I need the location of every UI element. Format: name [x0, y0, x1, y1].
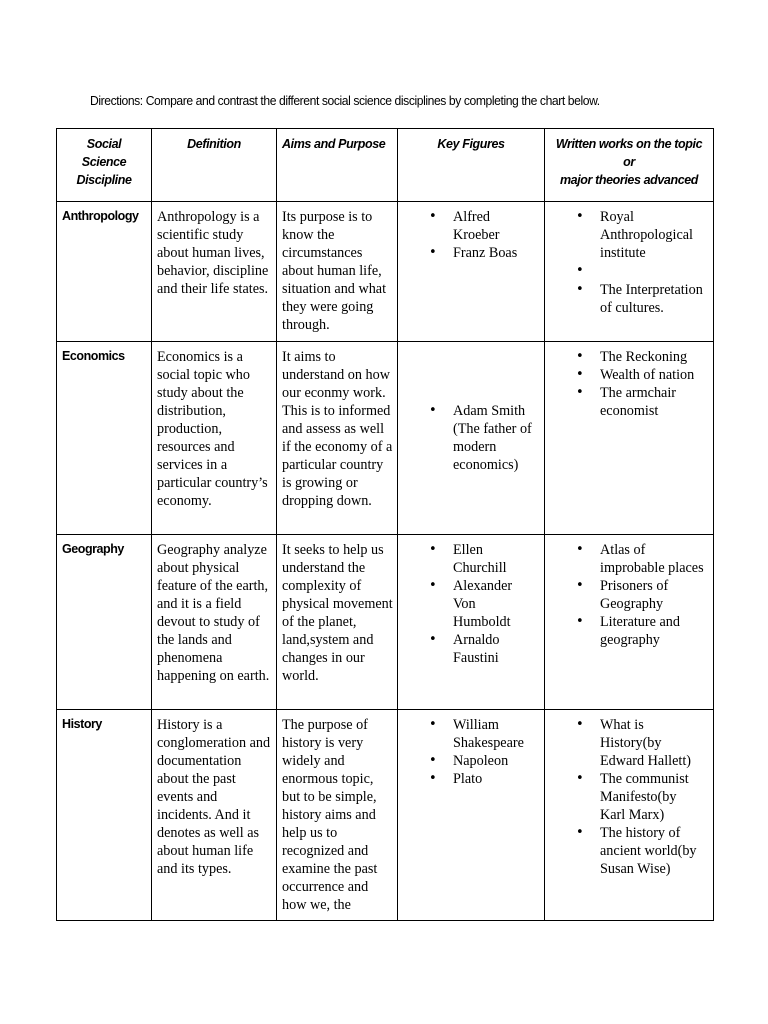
list-item: • Literature and geography [550, 613, 709, 649]
works-cell [545, 535, 714, 710]
list-item: • Ellen Churchill [403, 541, 540, 577]
header-row [57, 129, 714, 202]
list-item: • The Interpretation of cultures. [550, 281, 709, 317]
key-figures-list [403, 541, 540, 667]
works-cell [545, 710, 714, 921]
header-discipline: Social Science Discipline [57, 129, 152, 202]
list-item: • Alexander Von Humboldt [403, 577, 540, 631]
header-key-figures: Key Figures [398, 129, 545, 202]
aims-cell: It aims to understand on how our econmy work. This is to informed and assess as well if the economy of a particular country is growing or dropping down. [277, 342, 398, 535]
comparison-chart [56, 128, 714, 921]
list-item: • The history of ancient world(by Susan Wise) [550, 824, 709, 878]
list-item: • Royal Anthropological institute [550, 208, 709, 262]
discipline-name: Geography [57, 535, 152, 710]
definition-cell: Geography analyze about physical feature of the earth, and it is a field devout to study of the lands and phenomena happening on earth. [152, 535, 277, 710]
works-list [550, 541, 709, 649]
list-spacer [550, 262, 709, 281]
list-item: • Atlas of improbable places [550, 541, 709, 577]
list-item: • The communist Manifesto(by Karl Marx) [550, 770, 709, 824]
directions-text: Directions: Compare and contrast the different social science disciplines by completing the chart below. [90, 93, 600, 108]
list-item: • Napoleon [403, 752, 540, 770]
key-figures-cell [398, 535, 545, 710]
key-figures-list [403, 716, 540, 788]
works-list [550, 348, 709, 420]
definition-cell: Economics is a social topic who study about the distribution, production, resources and services in a particular country’s economy. [152, 342, 277, 535]
key-figures-list [403, 208, 540, 262]
aims-cell: Its purpose is to know the circumstances about human life, situation and what they were going through. [277, 202, 398, 342]
table-row-anthropology [57, 202, 714, 342]
key-figures-cell [398, 202, 545, 342]
definition-cell: History is a conglomeration and documentation about the past events and incidents. And it denotes as well as about human life and its types. [152, 710, 277, 921]
list-item: • The Reckoning [550, 348, 709, 366]
works-list [550, 716, 709, 878]
list-item: • The armchair economist [550, 384, 709, 420]
list-item: • Franz Boas [403, 244, 540, 262]
header-definition: Definition [152, 129, 277, 202]
key-figures-cell [398, 342, 545, 535]
works-list [550, 208, 709, 317]
table-row-history [57, 710, 714, 921]
header-aims: Aims and Purpose [277, 129, 398, 202]
discipline-name: History [57, 710, 152, 921]
aims-cell: The purpose of history is very widely and enormous topic, but to be simple, history aims and help us to recognized and examine the past occurrence and how we, the [277, 710, 398, 921]
table-row-economics [57, 342, 714, 535]
list-item: • Adam Smith (The father of modern economics) [403, 402, 540, 474]
key-figures-list [403, 402, 540, 474]
discipline-name: Anthropology [57, 202, 152, 342]
list-item: • William Shakespeare [403, 716, 540, 752]
works-cell [545, 202, 714, 342]
list-item: • Plato [403, 770, 540, 788]
definition-cell: Anthropology is a scientific study about human lives, behavior, discipline and their life states. [152, 202, 277, 342]
aims-cell: It seeks to help us understand the complexity of physical movement of the planet, land,system and changes in our world. [277, 535, 398, 710]
list-item: • Prisoners of Geography [550, 577, 709, 613]
discipline-name: Economics [57, 342, 152, 535]
key-figures-cell [398, 710, 545, 921]
table-row-geography [57, 535, 714, 710]
list-item: • What is History(by Edward Hallett) [550, 716, 709, 770]
header-works: Written works on the topic or major theories advanced [545, 129, 714, 202]
list-item: • Arnaldo Faustini [403, 631, 540, 667]
list-item: • Alfred Kroeber [403, 208, 540, 244]
list-item: • Wealth of nation [550, 366, 709, 384]
works-cell [545, 342, 714, 535]
